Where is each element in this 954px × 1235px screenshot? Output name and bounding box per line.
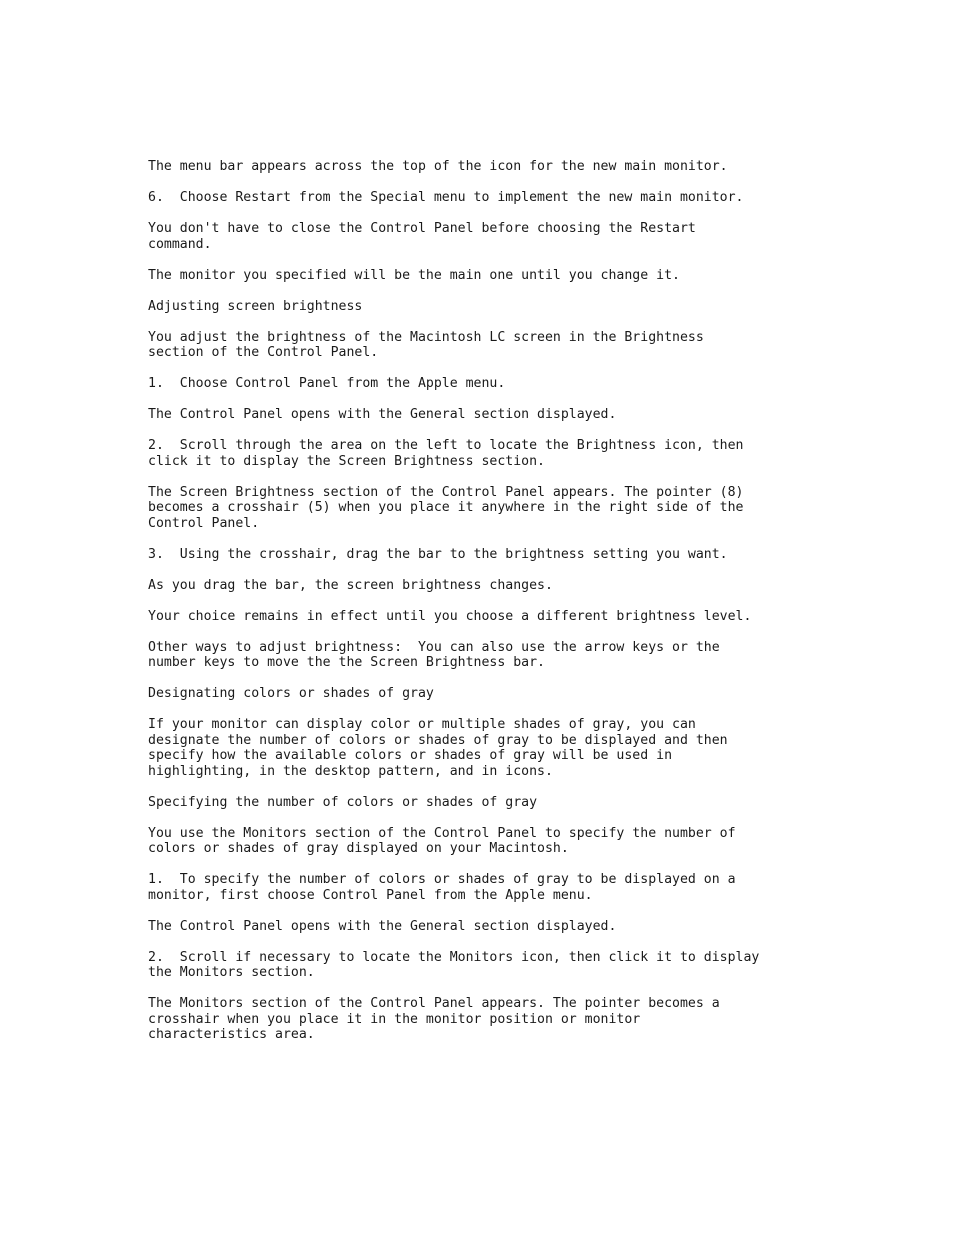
paragraph-monitors-section-appears: The Monitors section of the Control Panel appears. The pointer becomes a crosshair when you place it in the monitor position or monitor characteristics area. (148, 996, 720, 1042)
document-body (148, 159, 848, 1058)
step-1-specify-colors: 1. To specify the number of colors or shades of gray to be displayed on a monitor, first choose Control Panel from the Apple menu. (148, 872, 736, 903)
paragraph-brightness-section-appears: The Screen Brightness section of the Control Panel appears. The pointer (8) becomes a crosshair (5) when you place it anywhere in the right side of the Control Panel. (148, 484, 744, 531)
step-2-scroll-monitors: 2. Scroll if necessary to locate the Monitors icon, then click it to display the Monitors section. (148, 949, 760, 980)
step-2-scroll-brightness: 2. Scroll through the area on the left to locate the Brightness icon, then click it to display the Screen Brightness section. (148, 438, 744, 469)
paragraph-control-panel-opens: The Control Panel opens with the General section displayed. (148, 407, 617, 422)
paragraph-brightness-intro: You adjust the brightness of the Macintosh LC screen in the Brightness section of the Control Panel. (148, 329, 704, 360)
paragraph-brightness-changes: As you drag the bar, the screen brightness changes. (148, 577, 553, 593)
paragraph-other-ways: Other ways to adjust brightness: You can also use the arrow keys or the number keys to move the the Screen Brightness bar. (148, 639, 720, 670)
paragraph-monitors-section-intro: You use the Monitors section of the Control Panel to specify the number of colors or shades of gray displayed on your Macintosh. (148, 825, 736, 856)
heading-adjusting-brightness: Adjusting screen brightness (148, 298, 363, 314)
paragraph-colors-intro: If your monitor can display color or multiple shades of gray, you can designate the number of colors or shades of gray to be displayed and then specify how the available colors or shades of gray will be used in highlighting, in the desktop pattern, and in icons. (148, 717, 728, 779)
heading-specifying-number: Specifying the number of colors or shades of gray (148, 794, 538, 810)
step-6-restart: 6. Choose Restart from the Special menu to implement the new main monitor. (148, 190, 744, 205)
step-1-choose-control-panel: 1. Choose Control Panel from the Apple menu. (148, 376, 506, 391)
paragraph-menu-bar-note: The menu bar appears across the top of the icon for the new main monitor. (148, 159, 728, 174)
paragraph-main-monitor-note: The monitor you specified will be the main one until you change it. (148, 267, 680, 283)
step-3-drag-bar: 3. Using the crosshair, drag the bar to the brightness setting you want. (148, 546, 728, 562)
paragraph-control-panel-opens-2: The Control Panel opens with the General section displayed. (148, 918, 617, 934)
paragraph-restart-note: You don't have to close the Control Panel before choosing the Restart command. (148, 221, 696, 252)
heading-designating-colors: Designating colors or shades of gray (148, 686, 434, 701)
paragraph-choice-remains: Your choice remains in effect until you choose a different brightness level. (148, 608, 752, 624)
